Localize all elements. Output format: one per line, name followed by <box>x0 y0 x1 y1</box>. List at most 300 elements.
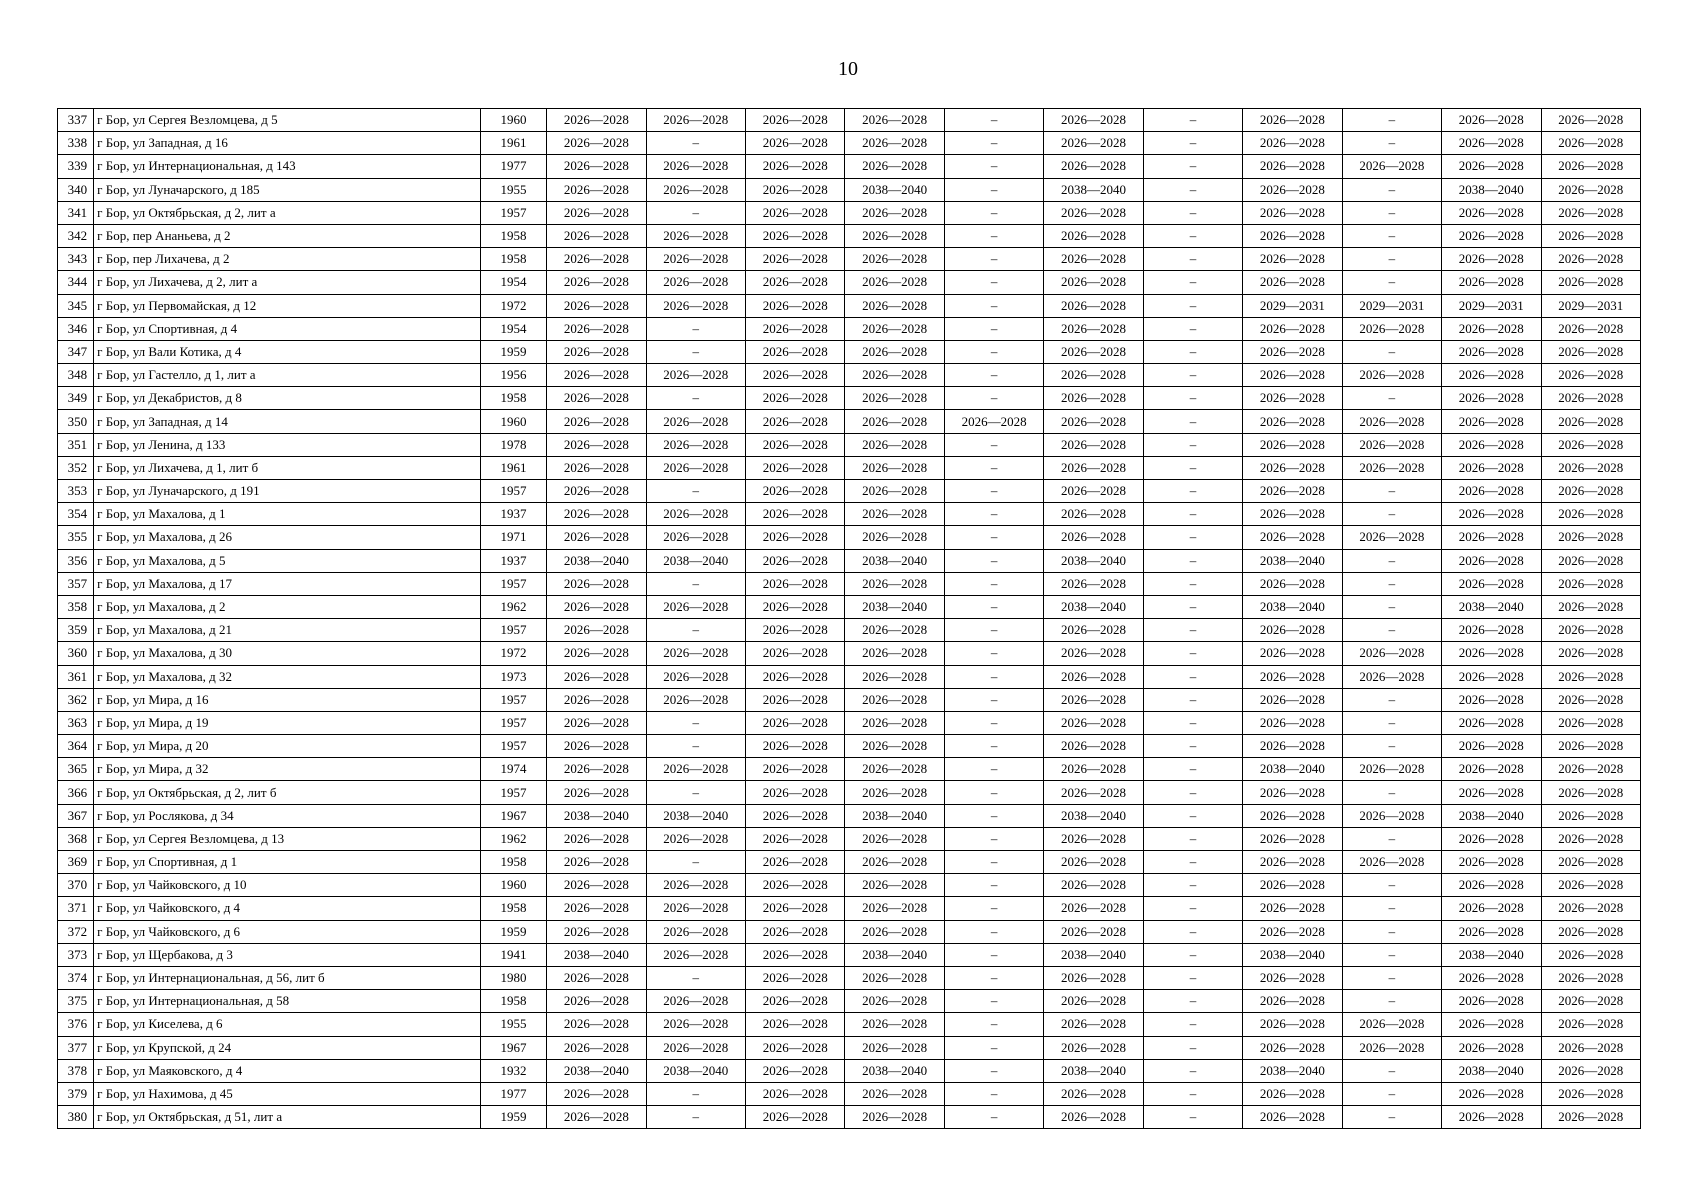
year-cell: 1957 <box>480 201 546 224</box>
year-cell: 1941 <box>480 943 546 966</box>
schedule-cell: – <box>1143 758 1242 781</box>
schedule-cell: 2026—2028 <box>1243 990 1342 1013</box>
schedule-cell: 2038—2040 <box>845 595 944 618</box>
year-cell: 1957 <box>480 781 546 804</box>
address-cell: г Бор, ул Махалова, д 30 <box>94 642 481 665</box>
schedule-cell: 2026—2028 <box>1442 433 1541 456</box>
schedule-cell: 2026—2028 <box>746 990 845 1013</box>
year-cell: 1959 <box>480 920 546 943</box>
year-cell: 1977 <box>480 1082 546 1105</box>
row-number-cell: 340 <box>58 178 94 201</box>
schedule-cell: 2026—2028 <box>845 294 944 317</box>
schedule-cell: 2026—2028 <box>1044 920 1143 943</box>
schedule-cell: 2026—2028 <box>547 480 646 503</box>
schedule-cell: 2026—2028 <box>746 619 845 642</box>
schedule-cell: 2026—2028 <box>1541 966 1640 989</box>
schedule-cell: – <box>1143 410 1242 433</box>
schedule-cell: 2026—2028 <box>746 155 845 178</box>
table-row <box>58 920 1641 943</box>
schedule-cell: 2026—2028 <box>646 526 745 549</box>
address-cell: г Бор, ул Сергея Везломцева, д 13 <box>94 827 481 850</box>
schedule-cell: 2026—2028 <box>1044 340 1143 363</box>
schedule-cell: – <box>646 1082 745 1105</box>
schedule-cell: 2026—2028 <box>547 758 646 781</box>
schedule-cell: 2026—2028 <box>1442 456 1541 479</box>
address-cell: г Бор, ул Интернациональная, д 56, лит б <box>94 966 481 989</box>
schedule-cell: 2026—2028 <box>1442 827 1541 850</box>
address-cell: г Бор, ул Маяковского, д 4 <box>94 1059 481 1082</box>
address-cell: г Бор, ул Чайковского, д 10 <box>94 874 481 897</box>
schedule-cell: 2026—2028 <box>1243 201 1342 224</box>
schedule-cell: 2026—2028 <box>746 1013 845 1036</box>
schedule-cell: 2026—2028 <box>845 248 944 271</box>
schedule-cell: 2026—2028 <box>646 109 745 132</box>
schedule-cell: 2026—2028 <box>1541 433 1640 456</box>
schedule-cell: 2038—2040 <box>1442 178 1541 201</box>
schedule-cell: – <box>1143 642 1242 665</box>
schedule-cell: – <box>646 201 745 224</box>
schedule-cell: – <box>1143 317 1242 340</box>
schedule-cell: 2026—2028 <box>746 294 845 317</box>
row-number-cell: 337 <box>58 109 94 132</box>
table-row <box>58 827 1641 850</box>
address-cell: г Бор, ул Декабристов, д 8 <box>94 387 481 410</box>
year-cell: 1960 <box>480 410 546 433</box>
schedule-cell: 2026—2028 <box>1442 711 1541 734</box>
schedule-cell: 2026—2028 <box>845 480 944 503</box>
schedule-cell: 2026—2028 <box>1342 456 1441 479</box>
schedule-cell: – <box>646 132 745 155</box>
schedule-cell: 2026—2028 <box>1243 665 1342 688</box>
schedule-cell: – <box>1342 480 1441 503</box>
schedule-cell: 2026—2028 <box>746 874 845 897</box>
table-row <box>58 990 1641 1013</box>
schedule-cell: 2026—2028 <box>845 688 944 711</box>
year-cell: 1960 <box>480 109 546 132</box>
schedule-cell: 2026—2028 <box>1442 480 1541 503</box>
schedule-cell: – <box>1342 966 1441 989</box>
schedule-cell: 2026—2028 <box>547 595 646 618</box>
schedule-cell: – <box>1342 224 1441 247</box>
schedule-cell: 2026—2028 <box>1243 619 1342 642</box>
schedule-cell: 2026—2028 <box>845 897 944 920</box>
schedule-cell: – <box>1342 178 1441 201</box>
year-cell: 1937 <box>480 503 546 526</box>
table-row <box>58 549 1641 572</box>
schedule-cell: 2038—2040 <box>845 178 944 201</box>
schedule-cell: 2026—2028 <box>1243 827 1342 850</box>
table-row <box>58 758 1641 781</box>
schedule-cell: 2026—2028 <box>1541 897 1640 920</box>
address-cell: г Бор, ул Интернациональная, д 143 <box>94 155 481 178</box>
table-row <box>58 665 1641 688</box>
schedule-cell: 2026—2028 <box>1243 642 1342 665</box>
row-number-cell: 341 <box>58 201 94 224</box>
schedule-cell: 2026—2028 <box>1541 248 1640 271</box>
schedule-cell: 2026—2028 <box>746 758 845 781</box>
schedule-cell: 2026—2028 <box>1442 665 1541 688</box>
schedule-cell: – <box>1143 943 1242 966</box>
schedule-cell: 2026—2028 <box>845 642 944 665</box>
schedule-cell: 2026—2028 <box>1044 619 1143 642</box>
schedule-cell: – <box>944 804 1043 827</box>
schedule-cell: 2038—2040 <box>1044 178 1143 201</box>
schedule-cell: 2026—2028 <box>1541 364 1640 387</box>
schedule-cell: – <box>1342 1082 1441 1105</box>
schedule-cell: 2026—2028 <box>646 433 745 456</box>
address-cell: г Бор, ул Западная, д 16 <box>94 132 481 155</box>
schedule-cell: 2026—2028 <box>1044 456 1143 479</box>
schedule-cell: 2026—2028 <box>547 897 646 920</box>
schedule-cell: 2026—2028 <box>1243 503 1342 526</box>
schedule-cell: 2038—2040 <box>845 1059 944 1082</box>
schedule-cell: 2026—2028 <box>1541 642 1640 665</box>
year-cell: 1971 <box>480 526 546 549</box>
schedule-cell: 2026—2028 <box>1044 503 1143 526</box>
row-number-cell: 377 <box>58 1036 94 1059</box>
schedule-cell: – <box>1342 781 1441 804</box>
schedule-cell: 2026—2028 <box>746 1082 845 1105</box>
schedule-cell: 2026—2028 <box>845 1082 944 1105</box>
schedule-cell: 2026—2028 <box>1044 990 1143 1013</box>
address-cell: г Бор, ул Лихачева, д 2, лит а <box>94 271 481 294</box>
schedule-cell: – <box>1143 549 1242 572</box>
schedule-cell: 2026—2028 <box>845 364 944 387</box>
schedule-cell: 2026—2028 <box>1243 480 1342 503</box>
schedule-cell: 2026—2028 <box>646 248 745 271</box>
schedule-cell: 2026—2028 <box>646 758 745 781</box>
schedule-cell: 2038—2040 <box>1044 804 1143 827</box>
schedule-cell: 2038—2040 <box>1044 943 1143 966</box>
schedule-cell: 2038—2040 <box>845 804 944 827</box>
schedule-cell: 2026—2028 <box>646 456 745 479</box>
address-cell: г Бор, ул Рослякова, д 34 <box>94 804 481 827</box>
schedule-cell: 2038—2040 <box>1243 758 1342 781</box>
address-cell: г Бор, пер Лихачева, д 2 <box>94 248 481 271</box>
schedule-cell: 2026—2028 <box>547 1036 646 1059</box>
schedule-cell: – <box>944 642 1043 665</box>
schedule-cell: 2026—2028 <box>1243 1036 1342 1059</box>
schedule-cell: 2026—2028 <box>1442 619 1541 642</box>
schedule-cell: 2026—2028 <box>1541 155 1640 178</box>
schedule-cell: 2026—2028 <box>746 248 845 271</box>
schedule-cell: 2026—2028 <box>845 665 944 688</box>
schedule-cell: 2038—2040 <box>646 804 745 827</box>
schedule-cell: – <box>944 201 1043 224</box>
schedule-cell: 2026—2028 <box>1541 920 1640 943</box>
address-cell: г Бор, ул Махалова, д 17 <box>94 572 481 595</box>
table-row <box>58 364 1641 387</box>
table-row <box>58 874 1641 897</box>
schedule-cell: – <box>944 340 1043 363</box>
schedule-cell: 2038—2040 <box>646 1059 745 1082</box>
row-number-cell: 338 <box>58 132 94 155</box>
schedule-cell: – <box>944 711 1043 734</box>
schedule-cell: – <box>944 549 1043 572</box>
year-cell: 1957 <box>480 735 546 758</box>
schedule-cell: 2026—2028 <box>547 735 646 758</box>
schedule-cell: 2026—2028 <box>1541 410 1640 433</box>
schedule-cell: 2026—2028 <box>1541 526 1640 549</box>
schedule-cell: 2026—2028 <box>1442 1106 1541 1129</box>
schedule-cell: 2026—2028 <box>646 688 745 711</box>
year-cell: 1978 <box>480 433 546 456</box>
table-row <box>58 642 1641 665</box>
schedule-cell: 2038—2040 <box>1442 595 1541 618</box>
schedule-cell: 2026—2028 <box>845 781 944 804</box>
row-number-cell: 365 <box>58 758 94 781</box>
schedule-cell: 2026—2028 <box>1541 572 1640 595</box>
row-number-cell: 355 <box>58 526 94 549</box>
schedule-cell: – <box>1143 711 1242 734</box>
schedule-cell: 2026—2028 <box>547 665 646 688</box>
schedule-cell: 2026—2028 <box>1541 851 1640 874</box>
schedule-cell: 2026—2028 <box>1044 480 1143 503</box>
schedule-cell: 2026—2028 <box>1442 317 1541 340</box>
schedule-cell: – <box>944 526 1043 549</box>
schedule-cell: 2026—2028 <box>746 410 845 433</box>
table-row <box>58 966 1641 989</box>
schedule-cell: 2026—2028 <box>1442 851 1541 874</box>
schedule-cell: 2026—2028 <box>845 758 944 781</box>
schedule-cell: – <box>944 990 1043 1013</box>
schedule-cell: – <box>1143 364 1242 387</box>
schedule-cell: 2026—2028 <box>1342 433 1441 456</box>
schedule-cell: – <box>1342 711 1441 734</box>
schedule-cell: 2026—2028 <box>746 526 845 549</box>
table-row <box>58 943 1641 966</box>
schedule-cell: 2026—2028 <box>1044 711 1143 734</box>
schedule-cell: 2038—2040 <box>547 549 646 572</box>
schedule-cell: – <box>1342 595 1441 618</box>
table-row <box>58 735 1641 758</box>
schedule-cell: 2026—2028 <box>1243 897 1342 920</box>
schedule-cell: 2026—2028 <box>1044 387 1143 410</box>
schedule-cell: 2038—2040 <box>1243 549 1342 572</box>
address-cell: г Бор, ул Махалова, д 2 <box>94 595 481 618</box>
schedule-cell: – <box>646 711 745 734</box>
schedule-cell: – <box>1342 1106 1441 1129</box>
schedule-cell: – <box>944 758 1043 781</box>
schedule-cell: 2026—2028 <box>1541 178 1640 201</box>
schedule-cell: 2026—2028 <box>1541 1059 1640 1082</box>
year-cell: 1973 <box>480 665 546 688</box>
schedule-cell: 2026—2028 <box>1442 688 1541 711</box>
row-number-cell: 378 <box>58 1059 94 1082</box>
schedule-cell: 2026—2028 <box>1442 271 1541 294</box>
schedule-cell: 2026—2028 <box>746 549 845 572</box>
schedule-cell: 2026—2028 <box>1243 1082 1342 1105</box>
row-number-cell: 345 <box>58 294 94 317</box>
row-number-cell: 373 <box>58 943 94 966</box>
schedule-cell: – <box>944 1059 1043 1082</box>
schedule-cell: – <box>1143 132 1242 155</box>
schedule-cell: 2026—2028 <box>547 410 646 433</box>
schedule-cell: 2026—2028 <box>646 364 745 387</box>
schedule-cell: 2026—2028 <box>547 364 646 387</box>
schedule-cell: 2026—2028 <box>1442 966 1541 989</box>
schedule-cell: 2026—2028 <box>547 688 646 711</box>
schedule-cell: – <box>944 178 1043 201</box>
address-cell: г Бор, ул Луначарского, д 185 <box>94 178 481 201</box>
address-cell: г Бор, ул Октябрьская, д 2, лит а <box>94 201 481 224</box>
year-cell: 1958 <box>480 387 546 410</box>
schedule-cell: 2026—2028 <box>1243 224 1342 247</box>
schedule-cell: 2026—2028 <box>1044 1036 1143 1059</box>
schedule-cell: 2026—2028 <box>1243 248 1342 271</box>
table-body <box>58 109 1641 1129</box>
table-row <box>58 248 1641 271</box>
schedule-cell: 2026—2028 <box>746 433 845 456</box>
schedule-cell: 2026—2028 <box>746 642 845 665</box>
year-cell: 1954 <box>480 317 546 340</box>
schedule-cell: 2026—2028 <box>1243 851 1342 874</box>
schedule-cell: 2026—2028 <box>646 642 745 665</box>
schedule-cell: 2026—2028 <box>646 224 745 247</box>
schedule-cell: 2026—2028 <box>547 781 646 804</box>
schedule-cell: 2026—2028 <box>746 827 845 850</box>
schedule-cell: – <box>646 966 745 989</box>
schedule-cell: – <box>1342 1059 1441 1082</box>
schedule-cell: 2029—2031 <box>1541 294 1640 317</box>
schedule-cell: – <box>1342 201 1441 224</box>
schedule-cell: 2026—2028 <box>646 410 745 433</box>
row-number-cell: 376 <box>58 1013 94 1036</box>
schedule-cell: 2026—2028 <box>1044 155 1143 178</box>
schedule-cell: 2026—2028 <box>1243 387 1342 410</box>
schedule-cell: – <box>1342 387 1441 410</box>
schedule-cell: 2026—2028 <box>746 897 845 920</box>
schedule-cell: 2026—2028 <box>1442 503 1541 526</box>
address-cell: г Бор, ул Мира, д 32 <box>94 758 481 781</box>
schedule-cell: 2026—2028 <box>646 294 745 317</box>
schedule-cell: 2026—2028 <box>845 619 944 642</box>
row-number-cell: 360 <box>58 642 94 665</box>
schedule-cell: 2026—2028 <box>547 224 646 247</box>
schedule-cell: – <box>1342 271 1441 294</box>
address-cell: г Бор, ул Спортивная, д 4 <box>94 317 481 340</box>
row-number-cell: 379 <box>58 1082 94 1105</box>
row-number-cell: 354 <box>58 503 94 526</box>
schedule-cell: – <box>1342 503 1441 526</box>
year-cell: 1962 <box>480 595 546 618</box>
schedule-cell: 2026—2028 <box>944 410 1043 433</box>
schedule-cell: 2026—2028 <box>547 178 646 201</box>
schedule-cell: 2026—2028 <box>547 201 646 224</box>
table-row <box>58 294 1641 317</box>
schedule-cell: 2026—2028 <box>1044 851 1143 874</box>
schedule-cell: 2026—2028 <box>746 595 845 618</box>
year-cell: 1972 <box>480 294 546 317</box>
schedule-cell: 2029—2031 <box>1342 294 1441 317</box>
year-cell: 1957 <box>480 619 546 642</box>
schedule-cell: 2026—2028 <box>746 688 845 711</box>
year-cell: 1954 <box>480 271 546 294</box>
schedule-cell: 2026—2028 <box>1243 340 1342 363</box>
schedule-cell: – <box>646 317 745 340</box>
schedule-cell: – <box>944 874 1043 897</box>
schedule-cell: 2026—2028 <box>547 619 646 642</box>
schedule-cell: 2026—2028 <box>1442 735 1541 758</box>
schedule-cell: – <box>944 317 1043 340</box>
schedule-cell: 2038—2040 <box>845 549 944 572</box>
schedule-cell: 2026—2028 <box>1541 1036 1640 1059</box>
schedule-cell: 2026—2028 <box>746 132 845 155</box>
table-row <box>58 317 1641 340</box>
row-number-cell: 339 <box>58 155 94 178</box>
schedule-cell: – <box>944 224 1043 247</box>
table-row <box>58 595 1641 618</box>
schedule-cell: 2026—2028 <box>1541 224 1640 247</box>
row-number-cell: 352 <box>58 456 94 479</box>
schedule-cell: – <box>1143 178 1242 201</box>
schedule-cell: 2026—2028 <box>746 317 845 340</box>
schedule-cell: 2026—2028 <box>646 1013 745 1036</box>
schedule-cell: – <box>1342 109 1441 132</box>
schedule-cell: 2026—2028 <box>1342 851 1441 874</box>
schedule-cell: – <box>1143 387 1242 410</box>
schedule-cell: – <box>646 1106 745 1129</box>
schedule-cell: 2026—2028 <box>1442 132 1541 155</box>
schedule-cell: – <box>944 595 1043 618</box>
page-number: 10 <box>838 58 858 80</box>
schedule-cell: 2026—2028 <box>547 340 646 363</box>
schedule-cell: – <box>1342 897 1441 920</box>
schedule-cell: 2038—2040 <box>547 943 646 966</box>
schedule-cell: 2026—2028 <box>845 271 944 294</box>
table-row <box>58 224 1641 247</box>
schedule-cell: 2026—2028 <box>1342 364 1441 387</box>
year-cell: 1974 <box>480 758 546 781</box>
schedule-cell: 2026—2028 <box>845 410 944 433</box>
schedule-cell: – <box>1342 943 1441 966</box>
schedule-cell: 2026—2028 <box>1044 781 1143 804</box>
schedule-cell: 2026—2028 <box>547 271 646 294</box>
row-number-cell: 369 <box>58 851 94 874</box>
schedule-cell: 2038—2040 <box>1442 1059 1541 1082</box>
year-cell: 1957 <box>480 711 546 734</box>
schedule-cell: 2026—2028 <box>547 1106 646 1129</box>
year-cell: 1958 <box>480 990 546 1013</box>
schedule-cell: 2026—2028 <box>1243 109 1342 132</box>
schedule-cell: 2026—2028 <box>1243 155 1342 178</box>
table-row <box>58 503 1641 526</box>
schedule-cell: 2026—2028 <box>1243 804 1342 827</box>
schedule-cell: 2026—2028 <box>1243 781 1342 804</box>
schedule-cell: 2038—2040 <box>1044 1059 1143 1082</box>
schedule-cell: 2026—2028 <box>547 526 646 549</box>
schedule-cell: 2026—2028 <box>1243 433 1342 456</box>
schedule-cell: 2026—2028 <box>646 178 745 201</box>
schedule-cell: 2026—2028 <box>646 897 745 920</box>
schedule-cell: 2026—2028 <box>1243 456 1342 479</box>
schedule-cell: 2026—2028 <box>845 1013 944 1036</box>
schedule-cell: 2026—2028 <box>746 711 845 734</box>
schedule-cell: 2026—2028 <box>547 990 646 1013</box>
address-cell: г Бор, ул Луначарского, д 191 <box>94 480 481 503</box>
schedule-cell: 2026—2028 <box>746 1059 845 1082</box>
schedule-cell: 2026—2028 <box>547 1013 646 1036</box>
row-number-cell: 364 <box>58 735 94 758</box>
schedule-cell: 2029—2031 <box>1243 294 1342 317</box>
schedule-cell: – <box>1342 688 1441 711</box>
table-row <box>58 340 1641 363</box>
schedule-cell: – <box>1143 526 1242 549</box>
schedule-cell: 2026—2028 <box>1342 317 1441 340</box>
schedule-cell: 2026—2028 <box>547 503 646 526</box>
schedule-cell: 2026—2028 <box>547 966 646 989</box>
schedule-cell: – <box>944 572 1043 595</box>
